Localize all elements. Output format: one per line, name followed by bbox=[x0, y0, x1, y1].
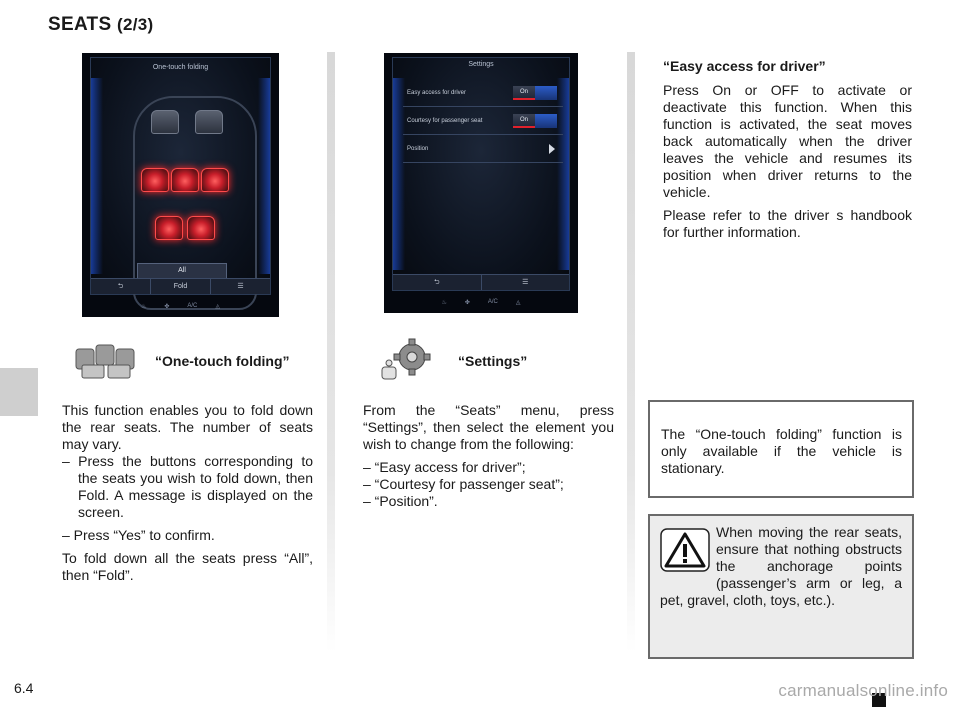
setting-row-position[interactable] bbox=[403, 136, 563, 163]
setting-label: Courtesy for passenger seat bbox=[407, 118, 483, 124]
one-touch-step-2: – Press “Yes” to confirm. bbox=[62, 527, 215, 543]
front-seat-left bbox=[151, 110, 179, 134]
easy-access-heading: “Easy access for driver” bbox=[663, 58, 826, 74]
person-icon: ◬ bbox=[515, 299, 521, 306]
settings-description bbox=[363, 402, 614, 510]
one-touch-closing: To fold down all the seats press “All”, then “Fold”. bbox=[62, 550, 313, 583]
settings-heading: “Settings” bbox=[458, 353, 528, 369]
menu-icon[interactable]: ☰ bbox=[522, 279, 529, 286]
climate-footer bbox=[384, 294, 578, 310]
title-text: SEATS bbox=[48, 14, 112, 35]
front-seat-right bbox=[195, 110, 223, 134]
ac-label: A/C bbox=[487, 299, 498, 305]
third-row-seat-2[interactable] bbox=[187, 216, 215, 240]
menu-icon[interactable]: ☰ bbox=[237, 283, 244, 290]
toggle-state: On bbox=[513, 114, 535, 128]
screen-title: One-touch folding bbox=[152, 64, 209, 71]
easy-access-description bbox=[663, 82, 912, 247]
settings-item-3: – “Position”. bbox=[363, 493, 438, 509]
settings-screenshot bbox=[384, 53, 578, 313]
one-touch-heading: “One-touch folding” bbox=[155, 353, 290, 369]
note-box bbox=[648, 400, 914, 498]
person-icon: ◬ bbox=[215, 303, 221, 310]
rear-seat-3[interactable] bbox=[201, 168, 229, 192]
setting-row-courtesy-passenger[interactable] bbox=[403, 108, 563, 135]
all-button[interactable]: All bbox=[137, 263, 227, 279]
settings-intro: From the “Seats” menu, press “Settings”, then select the element you wish to change from the following: bbox=[363, 402, 614, 452]
title-subtitle: (2/3) bbox=[117, 15, 154, 34]
page-title bbox=[48, 14, 154, 36]
fold-button[interactable]: Fold bbox=[151, 279, 211, 294]
easy-access-para-1: Press On or OFF to activate or deactivate this function. When this function is activated, the seat moves back automatically when the driver leaves the vehicle and resumes its position when driver returns to the vehicle. bbox=[663, 82, 912, 200]
one-touch-folding-screenshot bbox=[82, 53, 279, 317]
column-divider-2 bbox=[627, 52, 635, 652]
warning-text: When moving the rear seats, ensure that nothing obstructs the anchorage points (passenger’s arm or leg, a pet, gravel, cloth, toys, etc.). bbox=[660, 524, 902, 608]
rear-seat-1[interactable] bbox=[141, 168, 169, 192]
rear-seat-2[interactable] bbox=[171, 168, 199, 192]
folding-seats-icon bbox=[74, 343, 140, 381]
note-text: The “One-touch folding” function is only available if the vehicle is stationary. bbox=[661, 426, 902, 476]
back-icon[interactable]: ⮌ bbox=[91, 279, 151, 294]
toggle-state: On bbox=[513, 86, 535, 100]
fan-icon: ✤ bbox=[464, 299, 470, 306]
toggle-switch[interactable] bbox=[513, 86, 557, 100]
fan-icon: ✤ bbox=[164, 303, 170, 310]
screen-title: Settings bbox=[468, 61, 494, 68]
ac-label: A/C bbox=[187, 303, 198, 309]
page-number: 6.4 bbox=[14, 680, 34, 696]
easy-access-para-2: Please refer to the driver s handbook for further information. bbox=[663, 207, 912, 240]
one-touch-step-1: – Press the buttons corresponding to the seats you wish to fold down, then Fold. A message is displayed on the screen. bbox=[62, 453, 313, 520]
third-row-seat-1[interactable] bbox=[155, 216, 183, 240]
warning-box bbox=[648, 514, 914, 659]
screen-action-bar bbox=[91, 278, 270, 294]
back-icon[interactable]: ⮌ bbox=[393, 275, 482, 290]
setting-label: Easy access for driver bbox=[407, 90, 467, 96]
column-divider-1 bbox=[327, 52, 335, 652]
one-touch-description bbox=[62, 402, 313, 590]
seat-heat-icon: ♨ bbox=[441, 299, 447, 306]
settings-item-1: – “Easy access for driver”; bbox=[363, 459, 526, 475]
one-touch-intro: This function enables you to fold down the rear seats. The number of seats may vary. bbox=[62, 402, 313, 452]
setting-label: Position bbox=[407, 146, 429, 152]
watermark: carmanualsonline.info bbox=[778, 681, 948, 700]
settings-item-2: – “Courtesy for passenger seat”; bbox=[363, 476, 564, 492]
chevron-right-icon bbox=[549, 144, 555, 154]
setting-row-easy-access[interactable] bbox=[403, 80, 563, 107]
seat-heat-icon: ♨ bbox=[140, 303, 147, 310]
settings-gear-icon bbox=[378, 337, 436, 383]
screen-action-bar bbox=[393, 274, 569, 290]
chapter-tab bbox=[0, 368, 38, 416]
toggle-switch[interactable] bbox=[513, 114, 557, 128]
climate-footer bbox=[82, 298, 279, 314]
